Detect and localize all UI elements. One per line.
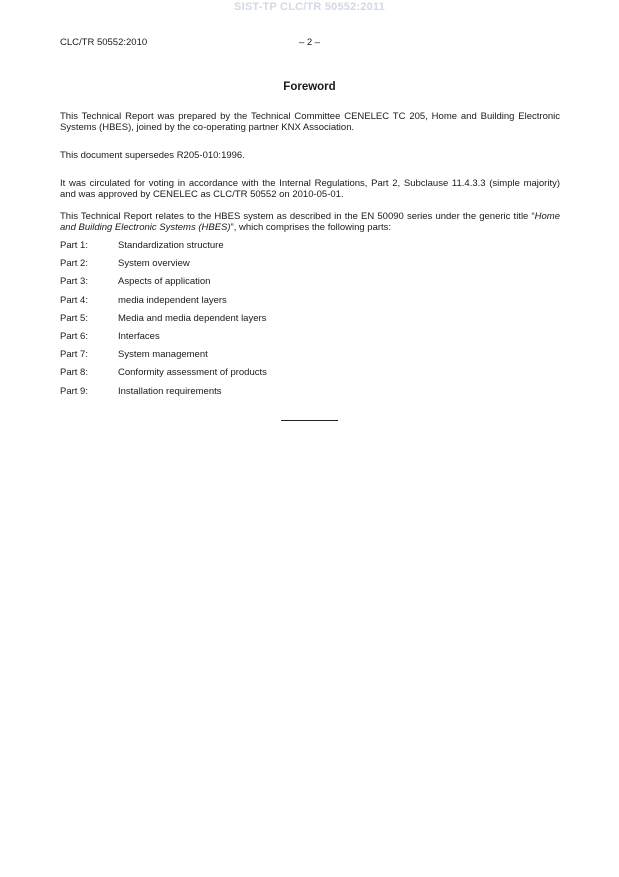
part-number: Part 2: [60, 258, 88, 270]
list-item [60, 367, 560, 385]
page-number: – 2 – [298, 37, 321, 48]
part-number: Part 5: [60, 312, 88, 324]
list-item [60, 313, 560, 331]
list-item [60, 295, 560, 313]
document-id: CLC/TR 50552:2010 [60, 37, 148, 48]
paragraph-voting: It was circulated for voting in accordance with the Internal Regulations, Part 2, Subclause 11.4.3.3 (simple majority) and was approved by CENELEC as CLC/TR 50552 on 2010-05-01. [60, 178, 560, 200]
part-title: Interfaces [118, 330, 160, 342]
part-title: Media and media dependent layers [118, 312, 267, 324]
paragraph-prepared-by: This Technical Report was prepared by the Technical Committee CENELEC TC 205, Home and Building Electronic Systems (HBES), joined by the co-operating partner KNX Association. [60, 111, 560, 133]
part-number: Part 8: [60, 367, 88, 379]
part-number: Part 1: [60, 240, 88, 251]
paragraph-hbes-text-start: This Technical Report relates to the HBES system as described in the EN 50090 series under the generic title “ [60, 211, 535, 222]
part-title: System overview [118, 258, 190, 270]
paragraph-hbes-system [60, 211, 560, 233]
list-item [60, 240, 560, 258]
parts-list [60, 240, 560, 404]
part-number: Part 7: [60, 349, 88, 361]
part-number: Part 3: [60, 276, 88, 288]
part-number: Part 6: [60, 330, 88, 342]
page-title: Foreword [283, 81, 336, 93]
part-title: Standardization structure [118, 240, 224, 251]
end-of-section-divider [281, 420, 338, 421]
paragraph-supersedes: This document supersedes R205-010:1996. [60, 150, 245, 161]
list-item [60, 276, 560, 294]
part-title: Aspects of application [118, 276, 211, 288]
list-item [60, 258, 560, 276]
part-title: System management [118, 349, 208, 361]
paragraph-hbes-generic-title: Home and Building Electronic Systems (HBES) [60, 211, 560, 233]
list-item [60, 331, 560, 349]
list-item [60, 386, 560, 404]
part-title: Installation requirements [118, 385, 222, 397]
part-number: Part 4: [60, 294, 88, 306]
part-title: media independent layers [118, 294, 227, 306]
part-title: Conformity assessment of products [118, 367, 267, 379]
watermark: SIST-TP CLC/TR 50552:2011 [234, 1, 385, 13]
part-number: Part 9: [60, 385, 88, 397]
paragraph-hbes-text-end: ”, which comprises the following parts: [230, 222, 392, 233]
list-item [60, 349, 560, 367]
